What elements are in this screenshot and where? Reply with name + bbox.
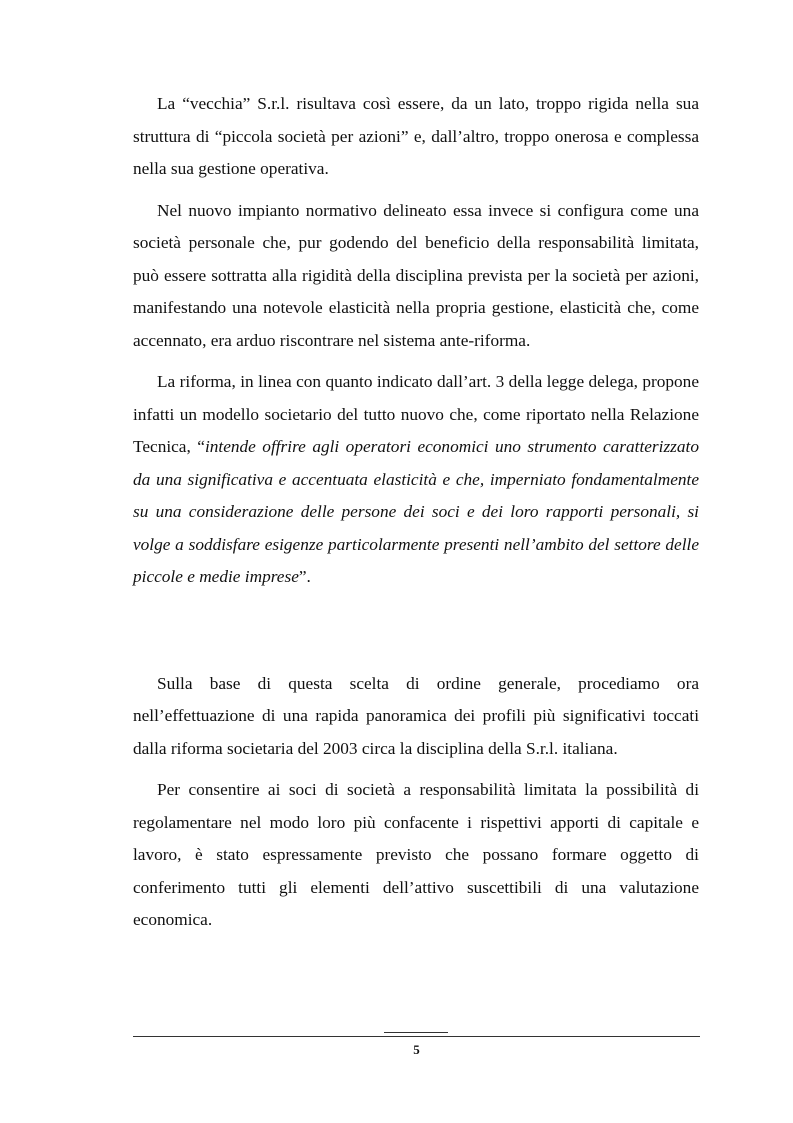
paragraph-5-text: Per consentire ai soci di società a responsabilità limitata la possibilità di regolamentare nel modo loro più confacente i rispettivi apporti di capitale e lavoro, è stato espressamente previsto che possano formare oggetto di conferimento tutti gli elementi dell’attivo suscettibili di una valutazione economica.	[133, 780, 699, 929]
paragraph-1	[133, 88, 699, 186]
section-gap	[133, 603, 699, 668]
document-body	[133, 88, 699, 946]
paragraph-4-text: Sulla base di questa scelta di ordine generale, procediamo ora nell’effettuazione di una rapida panoramica dei profili più significativi toccati dalla riforma societaria del 2003 circa la disciplina della S.r.l. italiana.	[133, 673, 699, 758]
paragraph-3-text-lead: La riforma, in linea con quanto indicato dall’art. 3 della legge delega, propone infatti un modello societario del tutto nuovo che, come riportato nella Relazione Tecnica, “	[133, 372, 699, 456]
paragraph-3-quote: intende offrire agli operatori economici uno strumento caratterizzato da una significativa e accentuata elasticità e che, imperniato fondamentalmente su una considerazione delle persone dei soci e dei loro rapporti personali, si volge a soddisfare esigenze particolarmente presenti nell’ambito del settore delle piccole e medie imprese	[133, 437, 699, 586]
paragraph-3	[133, 366, 699, 594]
page-number: 5	[413, 1042, 420, 1057]
paragraph-2	[133, 195, 699, 358]
paragraph-2-text: Nel nuovo impianto normativo delineato essa invece si configura come una società personale che, pur godendo del beneficio della responsabilità limitata, può essere sottratta alla rigidità della disciplina prevista per la società per azioni, manifestando una notevole elasticità nella propria gestione, elasticità che, come accennato, era arduo riscontrare nel sistema ante-riforma.	[133, 200, 699, 350]
paragraph-5	[133, 774, 699, 937]
paragraph-3-text-tail: ”.	[298, 567, 311, 586]
paragraph-1-text: La “vecchia” S.r.l. risultava così essere, da un lato, troppo rigida nella sua struttura di “piccola società per azioni” e, dall’altro, troppo onerosa e complessa nella sua gestione operativa.	[133, 94, 699, 178]
footer-rule	[133, 1036, 700, 1037]
footer-short-rule	[384, 1032, 448, 1033]
paragraph-4	[133, 668, 699, 766]
